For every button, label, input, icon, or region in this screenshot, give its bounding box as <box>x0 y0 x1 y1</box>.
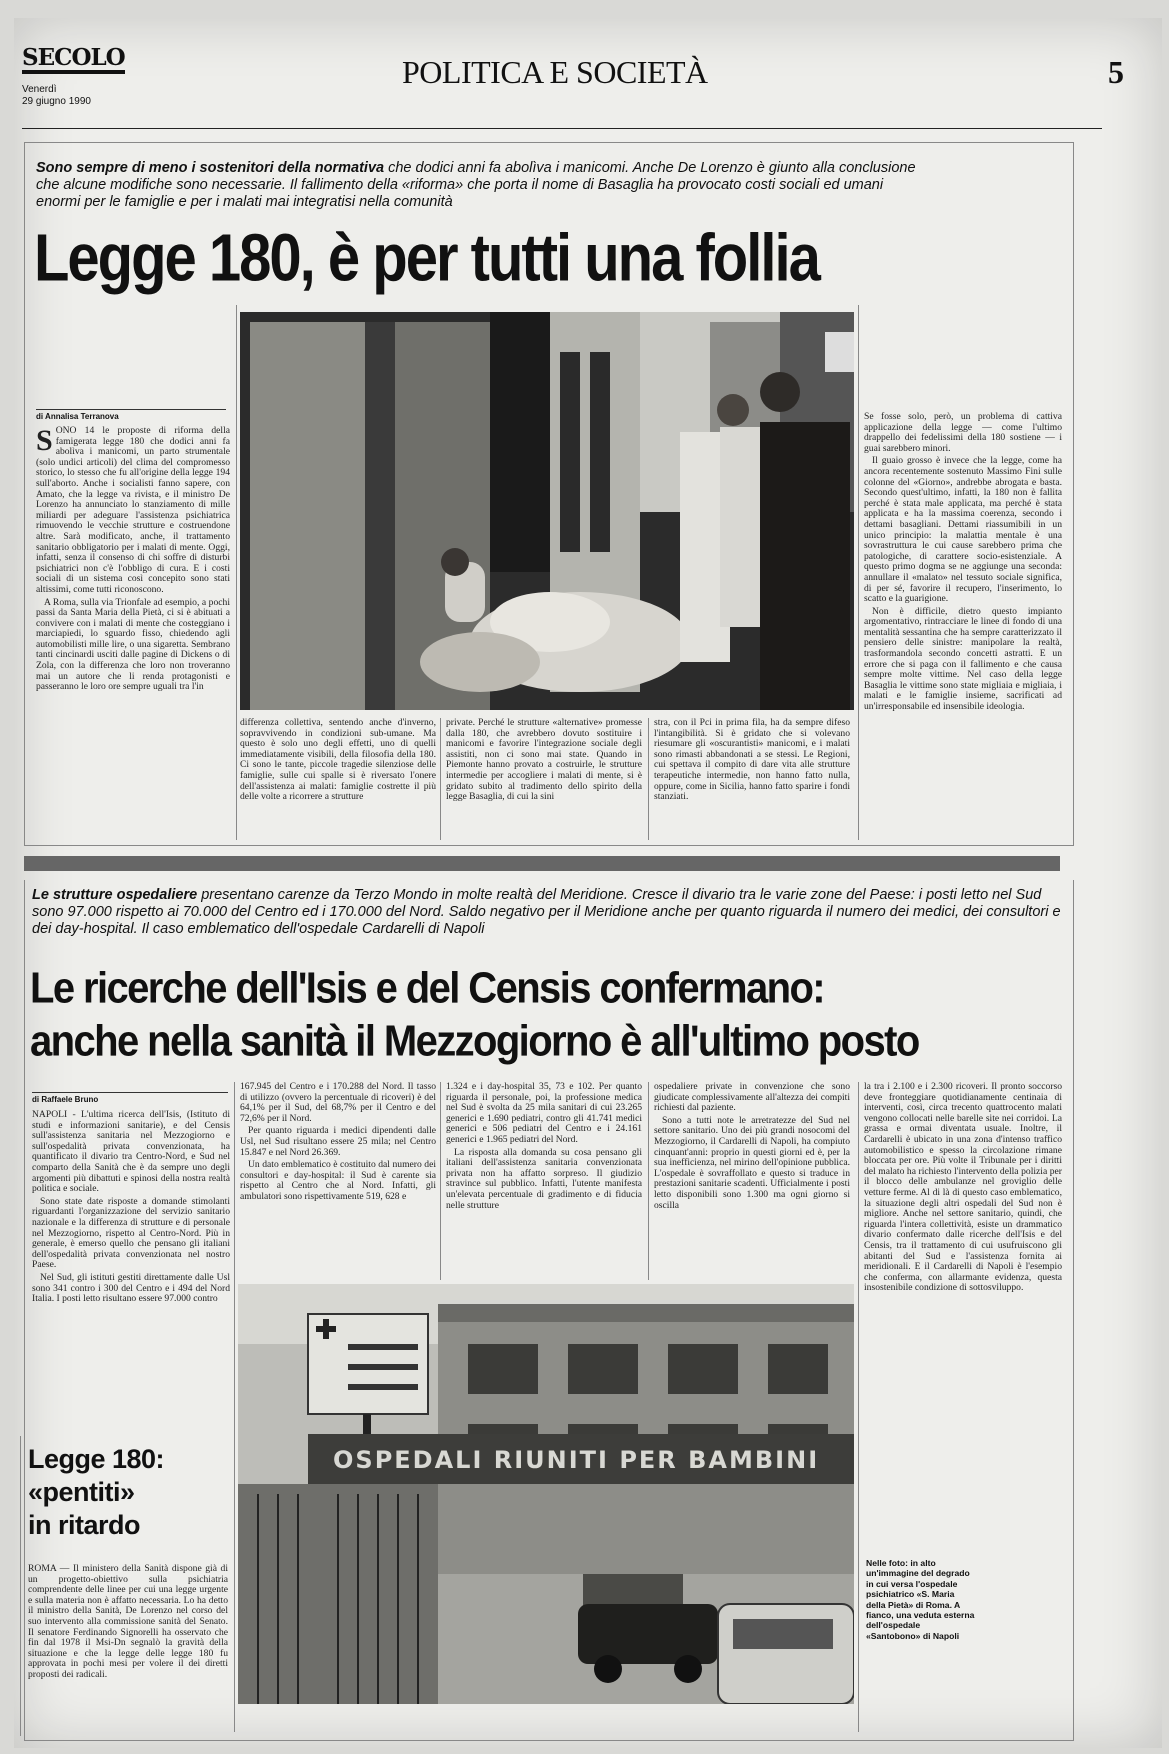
article-1-column-3 <box>446 718 642 840</box>
sidebar-title-line-1: Legge 180: <box>28 1444 165 1474</box>
column-divider <box>440 718 441 840</box>
a1-col3-text: private. Perché le strutture «alternative» promesse dalla 180, che avrebbero dovuto sostituire i manicomi e favorire l'integrazione sociale degli assistiti, non ci sono mai state. Quando in Piemonte hanno provato a costruirle, le strutture intermedie per accogliere i malati di mente, si è gridato subito al tradimento dello spirito della legge Basaglia, di cui la sini <box>446 718 642 803</box>
column-divider <box>234 1082 235 1732</box>
article-1-headline: Legge 180, è per tutti una follia <box>34 220 819 296</box>
article-1-column-4 <box>654 718 850 840</box>
article-2-kicker <box>32 887 1062 938</box>
column-divider <box>858 1082 859 1732</box>
kicker-lead: Le strutture ospedaliere <box>32 887 198 903</box>
issue-day: Venerdì <box>22 84 57 95</box>
a2-col1-p3: Nel Sud, gli istituti gestiti direttamente dalle Usl sono 341 contro i 300 del Centro e i 494 del Nord Italia. I posti letto risultano essere 97.000 contro <box>32 1271 230 1305</box>
article-2-column-2 <box>240 1082 436 1280</box>
headline-line-2: anche nella sanità il Mezzogiorno è all'ultimo posto <box>30 1017 919 1066</box>
article-1-column-2 <box>240 718 436 840</box>
masthead-rule <box>22 128 1102 129</box>
sidebar-title <box>28 1443 164 1542</box>
section-title: POLITICA E SOCIETÀ <box>402 54 708 90</box>
article-2-byline: di Raffaele Bruno <box>32 1092 228 1104</box>
sidebar-title-line-2: «pentiti» <box>28 1477 135 1507</box>
article-1-column-1 <box>36 426 230 840</box>
a1-col1-p2: A Roma, sulla via Trionfale ad esempio, a pochi passi da Santa Maria della Pietà, ci si è abituati a convivere con i malati di mente che costeggiano i marciapiedi, lo sguardo fisso, chiedendo agli automobilisti mille lire, o una sigaretta. Sembrano tanti cincinardi usciti dalle pagine di Dickens o di Zola, con la differenza che loro non troveranno mai un autore che li renda protagonisti e passeranno le loro ore sempre uguali tra l'in <box>36 596 230 693</box>
a2-col2-p3: Un dato emblematico è costituito dal numero dei consultori e day-hospital: il Sud è carente sia rispetto al Centro che al Nord. Infatti, gli ambulatori sono rispettivamente 519, 628 e <box>240 1159 436 1202</box>
psychiatric-hospital-photo <box>240 312 854 710</box>
headline-line-1: Le ricerche dell'Isis e del Censis confermano: <box>30 964 825 1013</box>
a2-col2-p2: Per quanto riguarda i medici dipendenti dalle Usl, nel Sud risultano essere 25 mila; nel Centro 15.847 e nel Nord 26.369. <box>240 1125 436 1158</box>
dropcap: S <box>36 426 53 457</box>
a2-col5-p1: la tra i 2.100 e i 2.300 ricoveri. Il pronto soccorso deve fronteggiare quotidianamente centinaia di interventi, così, circa trecento quattrocento malati vengono collocati nelle barelle site nei corridoi. La grassa e ormai diventata usuale. Inoltre, il Cardarelli è ubicato in una zona d'intenso traffico automobilistico e spesso la circolazione rimane bloccata per ore. Più volte il Tribunale per i diritti del malato ha richiesto l'intervento della polizia per il blocco delle ambulanze nel groviglio delle vetture ferme. Al di là di questo caso emblematico, la situazione degli altri ospedali del Sud non è migliore. Anche nel settore sanitario, quindi, che riguarda l'intera collettività, esiste un drammatico divario confermato dalle ricerche dell'Isis e del Censis, tra il trattamento di cui usufruiscono gli abitanti del Sud e l'assistenza fornita ai meridionali. E il Cardarelli di Napoli è l'esempio che conferma, con allarmante evidenza, questa insostenibile condizione di sottosviluppo. <box>864 1082 1062 1294</box>
newspaper-logo: SECOLO <box>22 46 125 74</box>
section-separator-band <box>24 856 1060 871</box>
a2-col4-p1: ospedaliere private in convenzione che sono giudicate complessivamente all'altezza dei compiti richiesti dal paziente. <box>654 1082 850 1114</box>
column-divider <box>858 305 859 840</box>
kicker-rest: che dodici anni fa abolìva i manicomi. Anche De Lorenzo è giunto alla conclusione che alcune modifiche sono necessarie. Il fallimento della «riforma» che porta il nome di Basaglia ha provocato costi sociali ed umani enormi per le famiglie e per i malati mai integratisi nella comunità <box>36 160 916 210</box>
column-divider <box>440 1082 441 1280</box>
sidebar-frame-line <box>20 1436 21 1736</box>
a1-col2-text: differenza collettiva, sentendo anche d'inverno, sopravvivendo in condizioni sub-umane. Ma questo è solo uno degli effetti, uno di quelli immediatamente visibili, della filosofia della 180. Ci sono le tante, piccole tragedie silenziose delle famiglie, sulle cui spalle si è riversato l'onere dell'assistenza ai malati: famiglie costrette il più delle volte a ricorrere a strutture <box>240 718 436 803</box>
a2-col3-p1: 1.324 e i day-hospital 35, 73 e 102. Per quanto riguarda il personale, poi, la professione medica nel Sud è svolta da 25 mila sanitari di cui 23.265 generici e 1.690 pediatri, contro gli 41.741 medici generici e 506 pediatri del Centro e i 24.161 generici e 1.965 pediatri del Nord. <box>446 1082 642 1145</box>
article-1-column-5 <box>864 412 1062 840</box>
article-2-column-3 <box>446 1082 642 1280</box>
a2-col1-p1: NAPOLI - L'ultima ricerca dell'Isis, (Istituto di studi e informazioni sanitarie), e del Censis sull'assistenza sanitaria nel Mezzogiorno e sull'ospedalità privata convenzionata, ha quantificato il divario tra Centro-Nord, e Sud nel comparto della Sanità che è da sempre uno degli argomenti più dibattuti e spinosi della nostra realtà politica e sociale. <box>32 1110 230 1195</box>
a1-col4-text: stra, con il Pci in prima fila, ha da sempre difeso l'intangibilità. Si è gridato che si volevano riesumare gli «oscurantisti» manicomi, e i malati sono rimasti abbandonati a se stessi. Le Regioni, cui spettava il compito di dare vita alle strutture terapeutiche intermedie, non hanno fatto nulla, oppure, come in Sicilia, hanno fatto sparire i fondi stanziati. <box>654 718 850 803</box>
a2-col2-p1: 167.945 del Centro e i 170.288 del Nord. Il tasso di utilizzo (ovvero la percentuale di ricoveri) è del 64,1% per il Sud, del 68,7% per il Centro e del 72,6% per il Nord. <box>240 1082 436 1124</box>
a1-col5-p1: Se fosse solo, però, un problema di cattiva applicazione della legge — come l'ultimo drappello dei fedelissimi della 180 sostiene — i guai sarebbero minori. <box>864 412 1062 454</box>
masthead <box>22 24 1124 134</box>
kicker-rest: presentano carenze da Terzo Mondo in molte realtà del Meridione. Cresce il divario tra le varie zone del Paese: i posti letto nel Sud sono 97.000 rispetto ai 70.000 del Centro ed i 170.000 del Nord. Saldo negativo per il Meridione anche per quanto riguarda il numero dei medici, dei consultori e dei day-hospital. Il caso emblematico dell'ospedale Cardarelli di Napoli <box>32 887 1061 937</box>
article-2-column-4 <box>654 1082 850 1280</box>
column-divider <box>648 718 649 840</box>
a2-col3-p2: La risposta alla domanda su cosa pensano gli italiani dell'assistenza sanitaria convenzionata privata non ha affatto sorpreso. Il giudizio stravince sul pubblico. Infatti, l'utente manifesta un'elevata percentuale di gradimento e di fiducia nelle strutture <box>446 1146 642 1211</box>
article-2-headline <box>30 962 919 1068</box>
sidebar-title-line-3: in ritardo <box>28 1510 141 1540</box>
column-divider <box>648 1082 649 1280</box>
hospital-sign-text: OSPEDALI RIUNITI PER BAMBINI <box>333 1446 820 1474</box>
column-divider <box>236 305 237 840</box>
issue-date <box>22 84 91 108</box>
a2-col4-p2: Sono a tutti note le arretratezze del Sud nel settore sanitario. Uno dei più grandi nosocomi del Mezzogiorno, il Cardarelli di Napoli, ha compiuto cinquant'anni: proprio in questi giorni ed è, per la sua inefficienza, nel mirino dell'opinione pubblica. L'ospedale è sovraffollato e questo si traduce in prestazioni sanitarie scadenti. Ufficialmente i posti letto disponibili sono 1.300 ma ogni giorno si oscilla <box>654 1114 850 1211</box>
sidebar-text: ROMA — Il ministero della Sanità dispone già di un progetto-obiettivo sulla psichiatria comprendente delle linee per cui una legge urgente e sulla materia non è affatto necessaria. Lo ha detto il ministro della Sanità, De Lorenzo nel corso del suo intervento alla commissione sanità del Senato. Il senatore Ferdinando Signorelli ha osservato che fin dal 1978 il Msi-Dn segnalò la gravità della situazione e che la legge delle legge 180 fu approvata in pochi mesi per volere il dei diretti proposti dei radicali. <box>28 1564 228 1680</box>
hospital-exterior-photo <box>238 1284 854 1704</box>
article-1-kicker <box>36 160 916 211</box>
issue-date-text: 29 giugno 1990 <box>22 96 91 107</box>
article-2-column-5 <box>864 1082 1062 1436</box>
article-2-column-1 <box>32 1110 230 1428</box>
article-1-byline: di Annalisa Terranova <box>36 409 226 421</box>
a1-col1-p1: ONO 14 le proposte di riforma della famigerata legge 180 che dodici anni fa abolìva i manicomi, un parto strumentale (solo undici articoli) del clima del compromesso storico, lo stesso che fu all'origine della legge 194 sull'aborto. Anche i socialisti fanno sapere, con Amato, che la legge va rivista, e il ministro De Lorenzo ha annunciato lo stanziamento di mille miliardi per adeguare l'assistenza psichiatrica rimuovendo le vecchie strutture e costruendone altre. Sarà modificato, anche, il trattamento sanitario obbligatorio per i malati di mente. Oggi, infatti, senza il consenso di chi soffre di disturbi psichiatrici non c'è l'obbligo di cura. E i costi sociali di un sistema così concepito sono stati altissimi, come tutti riconoscono. <box>36 426 230 595</box>
page-number: 5 <box>1108 54 1124 90</box>
a1-col5-p2: Il guaio grosso è invece che la legge, come ha ancora recentemente sostenuto Massimo Fini sulle colonne del «Giorno», andrebbe abrogata e basta. Secondo quest'ultimo, infatti, la 180 non è fallita perché è stata male applicata, ma perché è stata applicata e ha la massima coerenza, secondo i dettami basagliani. Dettami riassumibili in un unico principio: la malattia mentale è una sovrastruttura le cui cause sarebbero prima che patologiche, di carattere socio-esistenziale. A questo primo dogma se ne aggiunge una seconda: annullare il «malato» nel tessuto sociale significa, di per sé, favorire il recupero, l'inserimento, lo scatto e la guarigione. <box>864 455 1062 605</box>
kicker-lead: Sono sempre di meno i sostenitori della normativa <box>36 160 385 176</box>
a2-col1-p2: Sono state date risposte a domande stimolanti riguardanti l'organizzazione del servizio sanitario nazionale e la differenza di strutture e di personale nel Mezzogiorno, rispetto al Centro-Nord. Più in generale, è emerso quello che pensano gli italiani dell'ospedalità privata convenzionata nel nostro Paese. <box>32 1195 230 1271</box>
a1-col5-p3: Non è difficile, dietro questo impianto argomentativo, rintracciare le linee di fondo di una mentalità sessantina che ha sempre caratterizzato il pensiero delle sinistre: manipolare la realtà, trasformandola secondo concetti astratti. E un errore che si paga con il fallimento e che causa sempre molte vittime. Nel caso della legge Basaglia le vittime sono state migliaia e migliaia, i malati e le famiglie insieme, sacrificati ad un'irresponsabile ed insensibile ideologia. <box>864 605 1062 713</box>
sidebar-body <box>28 1564 228 1734</box>
photo-caption: Nelle foto: in alto un'immagine del degrado in cui versa l'ospedale psichiatrico «S. Maria della Pietà» di Roma. A fianco, una veduta esterna dell'ospedale «Santobono» di Napoli <box>866 1558 975 1641</box>
